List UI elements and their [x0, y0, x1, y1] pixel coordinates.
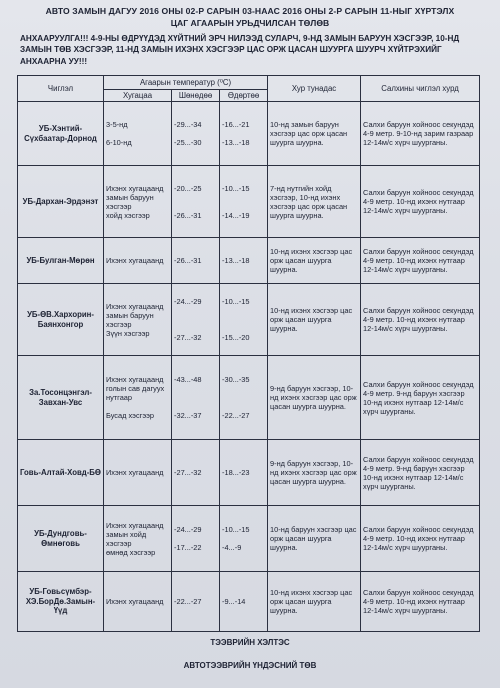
warning-text: АНХААРУУЛГА!!! 4-9-НЫ ӨДРҮҮДЭД ХҮЙТНИЙ ЭРЧ НИЛЭЭД СУЛАРЧ, 9-НД ЗАМЫН БАРУУН ХЭСГЭЭР, 10-НД ЗАМЫН ТӨВ ХЭСГЭЭР, 11-НД ЗАМЫН ИХЭНХ ХЭСГЭЭР ЦАС ОРЖ ЦАСАН ШУУРГА ШУУРЧ ХҮЙТРЭХИЙГ АНХААРНА УУ!!! [20, 34, 460, 66]
wind-cell: Салхи баруун хойноос секундэд 4-9 метр. 10-нд ихэнх нутгаар 12-14м/с хүрч шуурганы. [361, 506, 480, 572]
wind-cell: Салхи баруун хойноос секундэд 4-9 метр. 10-нд ихэнх нутгаар 12-14м/с хүрч шуурганы. [361, 284, 480, 356]
wind-cell: Салхи баруун хойноос секундэд 4-9 метр. 9-нд баруун хэсгээр 10-нд ихэнх нутгаар 12-14м/с хүрч шуурганы. [361, 356, 480, 440]
zone-text: Ихэнх хугацаанд голын сав дагуух нутгаар [106, 375, 165, 402]
route-cell: УБ-Хэнтий-Сүхбаатар-Дорнод [18, 102, 104, 166]
header-night: Шөнөдөө [172, 90, 220, 102]
header-temperature: Агаарын температур (⁰С) [104, 76, 268, 90]
zone-text: Ихэнх хугацаанд замын баруун хэсгээр [106, 301, 164, 329]
day-temp-cell [220, 284, 268, 356]
header-route: Чиглэл [18, 76, 104, 102]
night-temp-cell [172, 284, 220, 356]
day-temp-cell: -13...-18 [220, 238, 268, 284]
precipitation-cell: 7-нд нутгийн хойд хэсгээр, 10-нд ихэнх хэсгээр цас орж цасан шуурга шуурна. [268, 166, 361, 238]
zone-cell [104, 166, 172, 238]
zone-cell [104, 506, 172, 572]
zone-cell [104, 356, 172, 440]
day-temp: -16...-21 [222, 120, 250, 129]
table-row [18, 238, 480, 284]
zone-text: Бусад хэсгээр [106, 411, 154, 420]
footer-department: ТЭЭВРИЙН ХЭЛТЭС [210, 638, 290, 647]
night-temp: -27...-32 [174, 333, 202, 342]
night-temp: -32...-37 [174, 411, 202, 420]
table-row [18, 572, 480, 632]
night-temp: -24...-29 [174, 297, 202, 306]
header-zone: Хугацаа [104, 90, 172, 102]
zone-cell [104, 284, 172, 356]
night-temp-cell: -27...-32 [172, 440, 220, 506]
wind-cell: Салхи баруун хойноос секундэд 4-9 метр. 9-нд баруун хэсгээр 10-нд ихэнх нутгаар 12-14м/с хүрч шуурганы. [361, 440, 480, 506]
route-cell: УБ-ӨВ.Хархорин-Баянхонгор [18, 284, 104, 356]
route-cell: УБ-Дундговь-Өмнөговь [18, 506, 104, 572]
zone-cell [104, 102, 172, 166]
route-cell: УБ-Булган-Мөрөн [18, 238, 104, 284]
night-temp: -20...-25 [174, 183, 202, 193]
footer-organization: АВТОТЭЭВРИЙН ҮНДЭСНИЙ ТӨВ [183, 661, 317, 670]
route-cell: УБ-Дархан-Эрдэнэт [18, 166, 104, 238]
day-temp-cell [220, 356, 268, 440]
night-temp: -26...-31 [174, 210, 202, 220]
zone-text: 6-10-нд [106, 138, 132, 147]
header-precipitation: Хур тунадас [268, 76, 361, 102]
night-temp: -24...-29 [174, 525, 202, 534]
day-temp: -22...-27 [222, 411, 250, 420]
precipitation-cell: 9-нд баруун хэсгээр, 10-нд ихэнх хэсгээр цас орж цасан шуурга шуурна. [268, 440, 361, 506]
day-temp: -4...-9 [222, 543, 242, 552]
day-temp: -14...-19 [222, 210, 250, 220]
day-temp-cell: -9...-14 [220, 572, 268, 632]
wind-cell: Салхи баруун хойноос секундэд 4-9 метр. 10-нд ихэнх нутгаар 12-14м/с хүрч шуурганы. [361, 238, 480, 284]
table-row [18, 102, 480, 166]
zone-text: 3-5-нд [106, 120, 128, 129]
day-temp-cell [220, 102, 268, 166]
night-temp: -29...-34 [174, 120, 202, 129]
night-temp: -25...-30 [174, 138, 202, 147]
night-temp-cell [172, 102, 220, 166]
day-temp-cell: -18...-23 [220, 440, 268, 506]
document-title: АВТО ЗАМЫН ДАГУУ 2016 ОНЫ 02-Р САРЫН 03-НААС 2016 ОНЫ 2-Р САРЫН 11-НЫГ ХҮРТЭЛХ [45, 6, 455, 16]
day-temp: -10...-15 [222, 183, 250, 193]
night-temp: -17...-22 [174, 543, 202, 552]
day-temp: -30...-35 [222, 375, 250, 384]
precipitation-cell: 9-нд баруун хэсгээр, 10-нд ихэнх хэсгээр цас орж цасан шуурга шуурна. [268, 356, 361, 440]
zone-cell: Ихэнх хугацаанд [104, 238, 172, 284]
zone-text: хойд хэсгээр [106, 210, 150, 220]
route-cell: УБ-Говьсүмбэр-ХЭ.БорДө.Замын-Үүд [18, 572, 104, 632]
precipitation-cell: 10-нд ихэнх хэсгээр цас орж цасан шуурга шуурна. [268, 572, 361, 632]
route-cell: За.Тосонцэнгэл-Завхан-Увс [18, 356, 104, 440]
forecast-table [17, 75, 480, 632]
table-row [18, 166, 480, 238]
zone-cell: Ихэнх хугацаанд [104, 440, 172, 506]
wind-cell: Салхи баруун хойноос секундэд 4-9 метр. 10-нд ихэнх нутгаар 12-14м/с хүрч шуурганы. [361, 572, 480, 632]
day-temp-cell [220, 166, 268, 238]
table-row [18, 506, 480, 572]
route-cell: Говь-Алтай-Ховд-БӨ [18, 440, 104, 506]
night-temp-cell [172, 356, 220, 440]
zone-cell: Ихэнх хугацаанд [104, 572, 172, 632]
table-row [18, 284, 480, 356]
day-temp: -10...-15 [222, 297, 250, 306]
night-temp-cell: -22...-27 [172, 572, 220, 632]
precipitation-cell: 10-нд замын баруун хэсгээр цас орж цасан шуурга шуурна. [268, 102, 361, 166]
zone-text: Ихэнх хугацаанд замын баруун хэсгээр [106, 183, 164, 211]
night-temp-cell: -26...-31 [172, 238, 220, 284]
document-subtitle: ЦАГ АГААРЫН УРЬДЧИЛСАН ТӨЛӨВ [170, 18, 330, 28]
day-temp: -10...-15 [222, 525, 250, 534]
precipitation-cell: 10-нд баруун хэсгээр цас орж цасан шуурга шуурна. [268, 506, 361, 572]
day-temp: -15...-20 [222, 333, 250, 342]
night-temp-cell [172, 166, 220, 238]
zone-text: өмнөд хэсгээр [106, 547, 156, 557]
wind-cell: Салхи баруун хойноос секундэд 4-9 метр. 9-10-нд зарим газраар 12-14м/с хүрч шуурганы. [361, 102, 480, 166]
precipitation-cell: 10-нд ихэнх хэсгээр цас орж цасан шуурга шуурна. [268, 238, 361, 284]
zone-text: Ихэнх хугацаанд замын хойд хэсгээр [106, 520, 164, 548]
night-temp: -43...-48 [174, 375, 202, 384]
table-row [18, 440, 480, 506]
day-temp-cell [220, 506, 268, 572]
precipitation-cell: 10-нд ихэнх хэсгээр цас орж цасан шуурга шуурна. [268, 284, 361, 356]
day-temp: -13...-18 [222, 138, 250, 147]
header-wind: Салхины чиглэл хурд [361, 76, 480, 102]
wind-cell: Салхи баруун хойноос секундэд 4-9 метр. 10-нд ихэнх нутгаар 12-14м/с хүрч шуурганы. [361, 166, 480, 238]
header-day: Өдөртөө [220, 90, 268, 102]
table-row [18, 356, 480, 440]
night-temp-cell [172, 506, 220, 572]
zone-text: Зүүн хэсгээр [106, 328, 150, 338]
